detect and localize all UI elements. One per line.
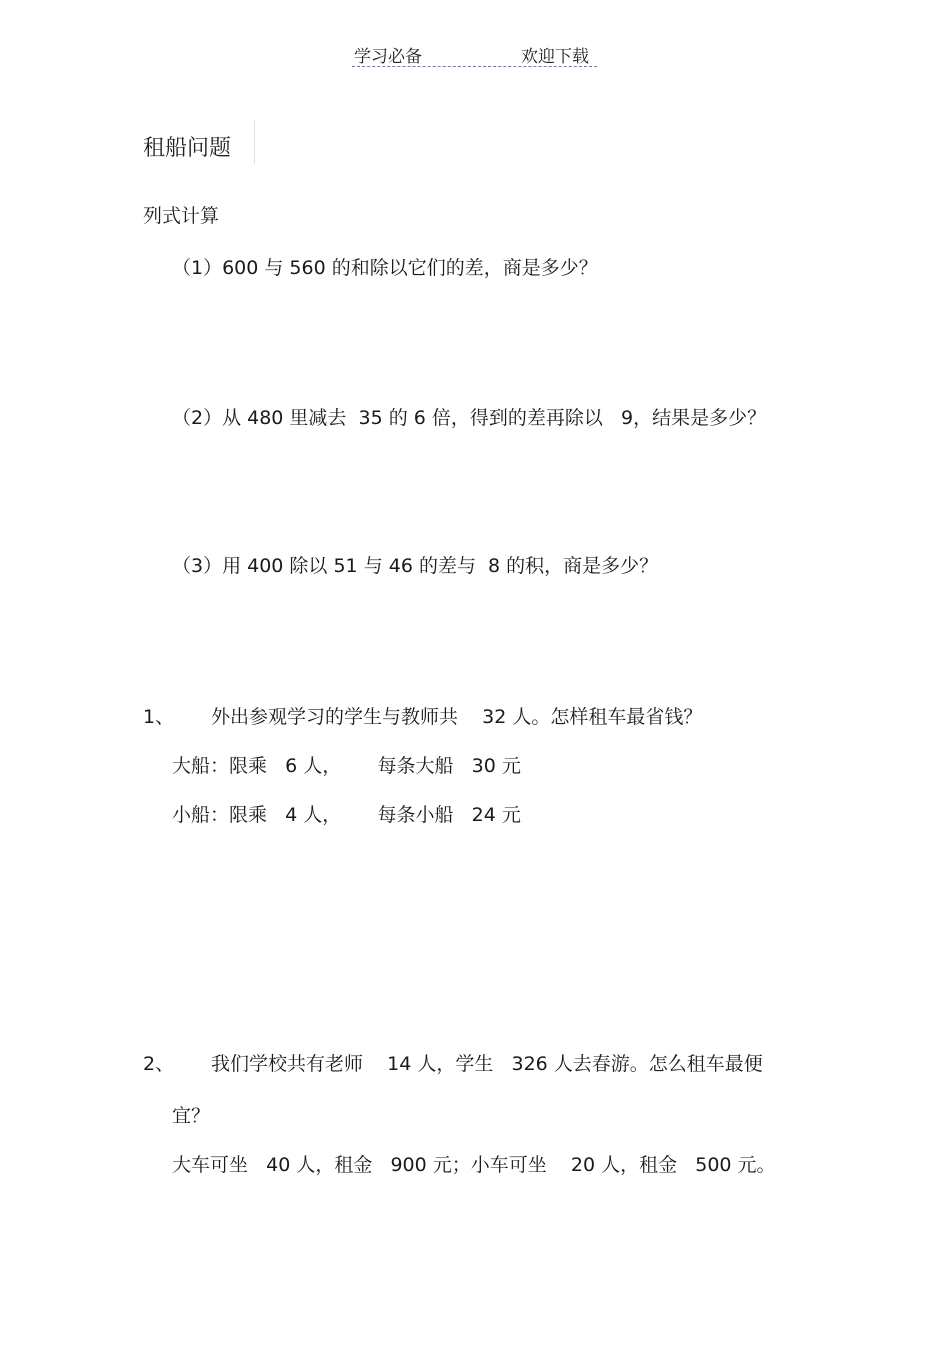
problem-1-number: 1、 bbox=[143, 706, 175, 728]
problem-1-small-boat: 小船：限乘 4 人， 每条小船 24 元 bbox=[172, 804, 521, 826]
problem-2-prices: 大车可坐 40 人，租金 900 元；小车可坐 20 人，租金 500 元。 bbox=[172, 1154, 776, 1176]
calc-item-1: （1）600 与 560 的和除以它们的差，商是多少？ bbox=[172, 257, 598, 279]
section-label: 列式计算 bbox=[143, 205, 220, 227]
problem-2-number: 2、 bbox=[143, 1053, 175, 1075]
problem-1-text: 外出参观学习的学生与教师共 32 人。怎样租车最省钱？ bbox=[211, 706, 703, 728]
problem-2-text: 我们学校共有老师 14 人，学生 326 人去春游。怎么租车最便 bbox=[211, 1053, 763, 1075]
title-divider bbox=[254, 120, 255, 164]
page-header bbox=[352, 40, 597, 67]
header-left-text: 学习必备 bbox=[354, 47, 422, 67]
header-right-text: 欢迎下载 bbox=[521, 47, 589, 67]
problem-1-big-boat: 大船：限乘 6 人， 每条大船 30 元 bbox=[172, 755, 521, 777]
problem-2-text-cont: 宜？ bbox=[172, 1105, 211, 1127]
calc-item-2: （2）从 480 里减去 35 的 6 倍，得到的差再除以 9，结果是多少？ bbox=[172, 407, 767, 429]
calc-item-3: （3）用 400 除以 51 与 46 的差与 8 的积，商是多少？ bbox=[172, 555, 659, 577]
page-title: 租船问题 bbox=[143, 136, 232, 161]
